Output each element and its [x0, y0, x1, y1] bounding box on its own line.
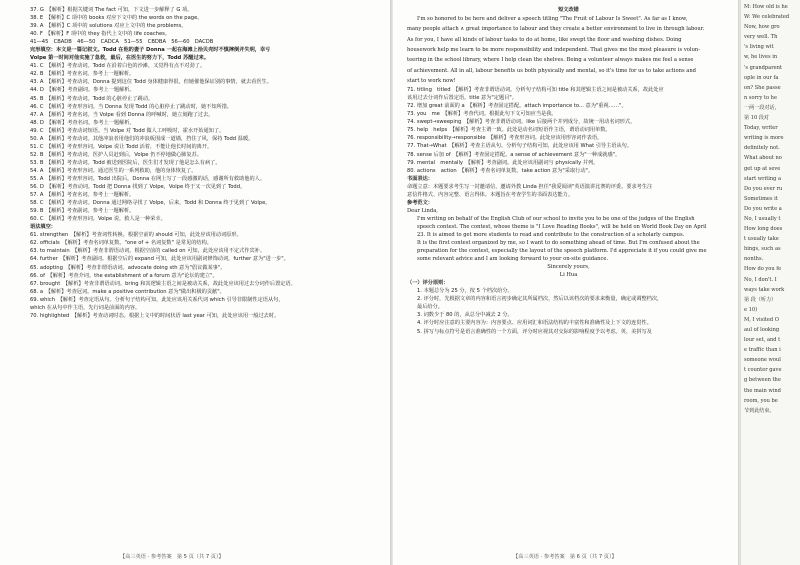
answer-line: 43. A 【解析】考查动词。Donna 提到这位 Todd 身体健康得很，但她催他保证别的事情，就去看医生。 — [30, 79, 272, 86]
correction-answer-line: 该用过去分词作后置定语。title 意为"定题目"。 — [407, 95, 517, 102]
edge-line: very well. Th — [744, 34, 778, 41]
answer-line: 53. B 【解析】考查动词。Todd 被送到医院后，医生们才发现了他是怎么有病了。 — [30, 159, 221, 166]
error-correction-title: 短文改错 — [558, 7, 579, 13]
edge-line: get up at seve — [744, 165, 781, 172]
essay-line: teering in the school library, where I help clean the shelves. Being a volunteer always makes me feel a sense — [407, 57, 694, 64]
edge-line: ways take work — [744, 286, 785, 293]
edge-line: t usually take — [744, 236, 779, 243]
edge-line: nonths. — [744, 256, 764, 263]
edge-line: M, I visited O — [744, 316, 779, 323]
essay-line: start to work now! — [407, 77, 456, 84]
edge-line: Do you ever ru — [744, 185, 783, 192]
correction-answer-line: 76. responsibility→responsible 【解析】考查形容词。此处应该用形容词作表语。 — [407, 135, 603, 142]
scoring-rules — [407, 287, 730, 335]
scoring-line: 4. 评分时应注意的主要内容为：内容要点、应用词汇和语法结构的丰富性和准确性及上下文的连贯性。 — [417, 320, 652, 327]
edge-line: 第 段（听力） — [744, 296, 777, 303]
correction-answer-line: 73. you me 【解析】考查代词。根据此句下文可知应当是我。 — [407, 111, 557, 118]
answer-line: 54. A 【解析】考查形容词。通过医生的一系列救助，他的身体恢复了。 — [30, 167, 197, 174]
edge-line: No, I don't. I — [744, 276, 777, 283]
correction-answer-line: 75. help helps 【解析】考查主谓一致。此处是动名词短语作主语，谓语动词用单数。 — [407, 127, 611, 134]
essay-line: of achievement. All in all, labour benefits us both physically and mental, so it's time for us to take actions and — [407, 67, 697, 74]
letter-line: I'm writing on behalf of the English Club of our school to invite you to be one of the judges of the English — [417, 215, 695, 222]
edge-line: 's living wit — [744, 44, 774, 51]
answer-line: 完形填空：本文是一篇记叙文。Todd 在他的妻子 Donna 一起在海滩上拾贝壳时不慎摔倒并失明，幸亏 — [30, 47, 271, 54]
correction-answer-line: 74. swept→sweeping 【解析】考查非谓语动词。like 后接两个并列成分，故统一用动名词形式。 — [407, 119, 636, 126]
scoring-line: 2. 评分时，先根据文章的内容和语言初步确定其所属档次，然后以该档次的要求来衡量，确定或调整档次， — [417, 296, 663, 303]
answer-line: 58. C 【解析】考查动词。Donna 通过网络寻找了 Volpe，后来，Todd 和 Donna 终于见到了 Volpe。 — [30, 200, 271, 207]
edge-line: 节到此结束。 — [744, 407, 775, 414]
answer-line: 41—45 CBADB 46—50 CADCA 51—55 CBDBA 56—60 DACDB — [30, 39, 214, 46]
correction-answer-line: 71. titling titled 【解析】考查非谓语动词。分析句子结构可知 title 和其逻辑主语之间是被动关系，故此处应 — [407, 87, 664, 94]
answer-page-left — [0, 0, 393, 565]
edge-line: No, I usually t — [744, 215, 781, 222]
left-answer-lines — [30, 6, 381, 320]
answer-line: 69. which 【解析】考查定语从句。分析句子结构可知，此处应该用关系代词 which 引导非限制性定语从句， — [30, 296, 284, 303]
edge-line: 一两一段对话， — [744, 104, 780, 111]
correction-answer-line: 79. mental mentally 【解析】考查副词。此处应该用副词与 physically 并列。 — [407, 159, 599, 166]
essay-line: housework help me learn to be more responsibility and independent. That gives me the most pleasure is volun- — [407, 46, 701, 53]
edge-listening-text — [744, 2, 798, 416]
answer-line: 70. highlighted 【解析】考查动词时态。根据上文中的时间状语 last year 可知，此处应该用一般过去时。 — [30, 312, 280, 319]
correction-answer-line: 78. sense 后加 of 【解析】考查固定搭配。a sense of achievement 意为"一种成就感"。 — [407, 151, 621, 158]
answer-line: 57. A 【解析】考查名词。参考上一题解析。 — [30, 192, 135, 199]
answer-line: 46. C 【解析】考查形容词。当 Donna 发现 Todd 的心脏停止了跳动时，她不知所措。 — [30, 103, 233, 110]
letter-line: Li Hua — [559, 272, 578, 279]
correction-essay — [407, 14, 730, 86]
edge-line: lour set, and t — [744, 337, 781, 344]
edge-line: How long does — [744, 226, 783, 233]
scoring-line: 1. 本题总分为 25 分，按 5 个档次给分。 — [417, 288, 513, 295]
correction-answer-line: 72. 增加 great 前面的 a 【解析】考查固定搭配。attach importance to... 意为"重视……"。 — [407, 103, 627, 110]
answer-line: 37. G 【解析】根据关键词 The fact 可知，下文进一步解释了 G 项。 — [30, 7, 193, 13]
scoring-line: 5. 拼写与标点符号是语言准确性的一个方面，评分时应视其对交际的影响程度予以考虑。英、美拼写及 — [417, 328, 652, 335]
edge-line: someone woul — [744, 357, 781, 364]
edge-line: 's grandparent — [744, 64, 782, 71]
edge-line: Sometimes it — [744, 195, 778, 202]
edge-line: definitely not. — [744, 145, 780, 152]
answer-line: 61. strengthen 【解析】考查词性转换。根据空前的 should 可知，此处应该用动词原形。 — [30, 232, 242, 239]
answer-line: 41. C 【解析】考查动词。Todd 在沿着白色的沙滩，又觉得有点不对劲了。 — [30, 63, 206, 70]
edge-line: start writing a — [744, 175, 782, 182]
answer-line: 66. of 【解析】考查介词。the establishment of a forum 意为"论坛的建立"。 — [30, 272, 218, 279]
answer-line: 64. further 【解析】考查副词。根据空后的 expand 可知，此处应该用副词修饰动词，further 意为"进一步"。 — [30, 256, 289, 263]
answer-line: 42. B 【解析】考查名词。参考上一题解析。 — [30, 71, 135, 78]
edge-line: W: We celebrated — [744, 14, 790, 21]
answer-line: 63. to maintain 【解析】考查非谓语动词。根据空前的 called on 可知，此处应该用不定式作宾补。 — [30, 248, 266, 255]
correction-answer-line: 80. actions action 【解析】考查名词单复数。take action 意为"采取行动"。 — [407, 167, 594, 174]
answer-line: 50. A 【解析】考查动词。其他冲浪者用他们的冲浪板围成一道墙，挡住了风，保持 Todd 温暖。 — [30, 135, 254, 142]
answer-line: 39. A 【解析】C 项中的 solutions 对应上文中的 the problems。 — [30, 23, 187, 30]
essay-line: As for you, I have all kinds of labour tasks to do at home, like swept the floor and washing dishes. Doing — [407, 36, 682, 43]
scoring-line: 3. 词数少于 80 的，从总分中减去 2 分。 — [417, 312, 513, 319]
edge-line: How do you fe — [744, 266, 782, 273]
edge-line: w, he lives in — [744, 54, 778, 61]
answer-line: 62. officials 【解析】考查名词单复数。"one of + 名词复数" 是常见的结构。 — [30, 240, 212, 247]
writing-description — [407, 183, 730, 199]
letter-line: 23. It is aimed to get more students to read and contribute to the construction of a scholarly campus. — [417, 231, 685, 238]
edge-line: e 10) — [744, 306, 758, 313]
answer-line: 68. a 【解析】考查冠词。make a positive contribution 意为"做出积极的贡献"。 — [30, 288, 225, 295]
edge-line: M: How old is he — [744, 4, 788, 10]
answer-line: 49. C 【解析】考查动词短语。当 Volpe 对 Todd 做人工呼吸时，霍水开始通知了。 — [30, 127, 225, 134]
letter-line: preparation for the contest, especially the layout of the speech platform. I'd appreciate it if you could give me — [417, 248, 707, 255]
edge-line: Now, how gro — [744, 24, 780, 31]
answer-line: 56. D 【解析】考查动词。Todd 把 Donna 找到了 Volpe，Volpe 终于又一次见到了 Todd。 — [30, 184, 246, 191]
answer-line: 40. F 【解析】F 项中的 they 指代上文中的 life coaches。 — [30, 31, 171, 38]
answer-line: 52. B 【解析】考查动词。医护人员赶到后，Volpe 仍不停地做心肺复苏。 — [30, 151, 203, 158]
letter-line: Sincerely yours, — [547, 264, 590, 271]
answer-line: 38. E 【解析】C 项中的 books 对应下文中的 the words on the page。 — [30, 15, 203, 22]
edge-line: n sorry to he — [744, 94, 777, 101]
edge-line: Do you write a — [744, 205, 782, 212]
letter-line: some relevant advice and I am looking forward to your on-site guidance. — [417, 256, 609, 263]
letter-line: It is the first contest organized by me, so I want to do something ahead of time. But I'm confused about the — [417, 240, 700, 247]
edge-line: writing is more — [744, 135, 784, 142]
edge-line: on? She passe — [744, 84, 781, 91]
answer-page-right — [393, 0, 738, 565]
answer-line: 55. A 【解析】考查形容词。Todd 出院后，Donna 在网上写了一段感激的话，感谢所有救助他的人。 — [30, 175, 266, 182]
scoring-line: 最后给分。 — [417, 304, 443, 311]
edge-line: t counter gave — [744, 367, 782, 374]
edge-line: room, you be — [744, 397, 778, 404]
answer-line: 60. C 【解析】考查形容词。Volpe 说，救人是一种荣幸。 — [30, 216, 166, 223]
page-footer-left: 【高三英语 · 参考答案 第 5 页（共 7 页）】 — [120, 553, 224, 560]
edge-line: e traffic than i — [744, 347, 781, 354]
writing-desc-line: 命题立意：本题要求考生写一封邀请信，邀请外教 Linda 担任"我爱阅读"英语演讲比赛的评委。要求考生注 — [407, 183, 653, 190]
correction-answer-line: 77. That→What 【解析】考查主语从句。分析句子结构可知，此处应该用 What 引导主语从句。 — [407, 143, 633, 150]
answer-line: 47. A 【解析】考查名词。当 Volpe 看到 Donna 的呼喊时，她立刻跑了过去。 — [30, 111, 214, 118]
answer-line: 48. D 【解析】考查名词。参考上一题解析。 — [30, 119, 135, 126]
writing-desc-line: 意信件格式、内容完整、语言得体。本题旨在考查学生的书面表达能力。 — [407, 191, 574, 198]
correction-answers — [407, 86, 730, 175]
page-footer-right: 【高三英语 · 参考答案 第 6 页（共 7 页）】 — [513, 553, 617, 560]
edge-line: What about no — [744, 155, 782, 162]
edge-line: the main wind — [744, 387, 781, 394]
answer-line: 45. B 【解析】考查动词。Todd 的心脏停止了跳动。 — [30, 95, 154, 102]
sample-letter — [407, 207, 730, 279]
answer-line: 51. C 【解析】考查形容词。Volpe 说让 Todd 活着，不能让他长时间的离开。 — [30, 143, 213, 150]
edge-line: Today, writer — [744, 125, 778, 132]
answer-line: which 在从句中作主语，先行词是前面的内容。 — [30, 304, 141, 311]
essay-line: I'm so honored to be here and deliver a speech titling "The Fruit of Labour Is Sweet". As far as I know, — [417, 16, 688, 23]
edge-line: hings, such as — [744, 246, 781, 253]
answer-line: 59. B 【解析】考查副词。参考上一题解析。 — [30, 208, 135, 215]
writing-title: 书面表达： — [407, 175, 433, 182]
scoring-title: （一）评分原则： — [407, 280, 449, 287]
edge-line: aul of looking — [744, 327, 780, 333]
answer-line: 65. adopting 【解析】考查非谓语动词。advocate doing sth 意为"倡议做某事"。 — [30, 264, 226, 271]
edge-line: ople in our fa — [744, 74, 779, 81]
edge-line: 第 10 段对 — [744, 115, 770, 122]
answer-line: 语法填空： — [30, 224, 56, 231]
essay-line: many people attach ∧ great importance to labour and they create a better environment to live in through labour. — [407, 26, 705, 33]
answer-line: Volpe 第一时间对他实施了急救，最后，在医生的努力下，Todd 苏醒过来。 — [30, 55, 210, 62]
letter-line: speech contest. The contest, whose theme is "I Love Reading Books", will be held on World Book Day on April — [417, 223, 707, 230]
answer-line: 44. D 【解析】考查副词。参考上一题解析。 — [30, 87, 135, 94]
answer-line: 67. brought 【解析】考查非谓语动词。bring 和其逻辑主语之间是被动关系，故此处应该用过去分词作后置定语。 — [30, 280, 296, 287]
sample-title: 参考范文： — [407, 199, 433, 206]
letter-line: Dear Linda, — [407, 207, 438, 214]
edge-line: g between the — [744, 377, 781, 384]
next-page-edge — [741, 0, 800, 565]
